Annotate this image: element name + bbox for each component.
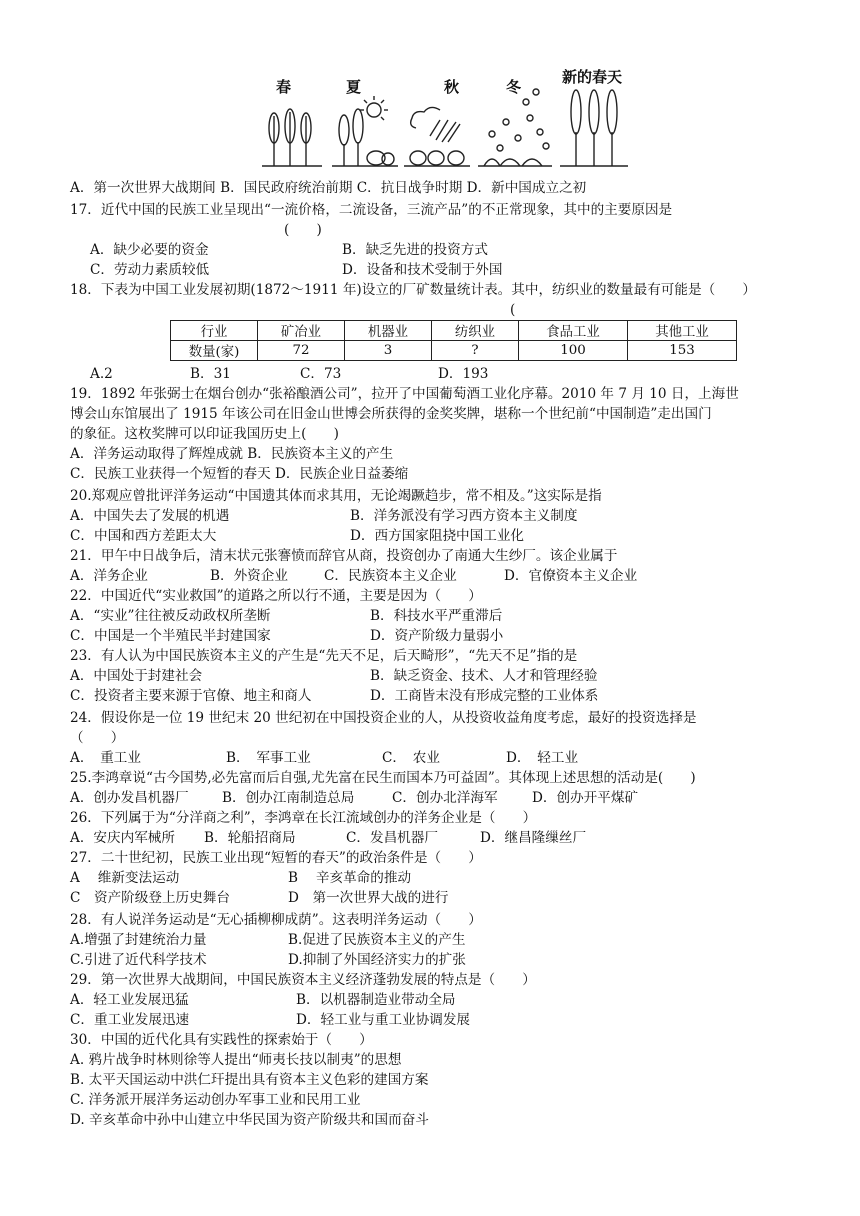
q24-option-d: D． 轻工业 bbox=[506, 750, 579, 766]
q21-option-a: A．洋务企业 bbox=[70, 568, 148, 584]
q30-option-d: D. 辛亥革命中孙中山建立中华民国为资产阶级共和国而奋斗 bbox=[70, 1112, 429, 1128]
q24-option-a: A． 重工业 bbox=[70, 750, 141, 766]
summer-plants-sun-icon bbox=[332, 96, 398, 166]
seasons-illustration bbox=[260, 62, 630, 172]
q21-option-d: D．官僚资本主义企业 bbox=[504, 568, 638, 584]
q17-option-b: B．缺乏先进的投资方式 bbox=[342, 242, 488, 258]
autumn-rain-icon bbox=[404, 107, 470, 166]
q27-option-a: A 维新变法运动 bbox=[70, 870, 180, 886]
q29-option-d: D．轻工业与重工业协调发展 bbox=[296, 1012, 471, 1028]
q18-stem: 18．下表为中国工业发展初期(1872～1911 年)设立的厂矿数量统计表。其中，纺织业的数量最有可能是（ ） bbox=[70, 282, 756, 298]
q24-option-b: B． 军事工业 bbox=[226, 750, 311, 766]
q18-option-c: C．73 bbox=[300, 366, 342, 382]
q26-option-b: B．轮船招商局 bbox=[204, 830, 296, 846]
table-header: 矿冶业 bbox=[258, 321, 345, 341]
q24-stem: 24．假设你是一位 19 世纪末 20 世纪初在中国投资企业的人，从投资收益角度考虑，最好的投资选择是 bbox=[70, 710, 697, 726]
table-header: 纺织业 bbox=[432, 321, 519, 341]
label-autumn: 秋 bbox=[444, 78, 460, 96]
q25-option-a: A．创办发昌机器厂 bbox=[70, 790, 189, 806]
table-header: 行业 bbox=[171, 321, 258, 341]
q19-line-3: 的象征。这枚奖牌可以印证我国历史上( ) bbox=[70, 426, 339, 442]
q30-option-b: B. 太平天国运动中洪仁玕提出具有资本主义色彩的建国方案 bbox=[70, 1072, 429, 1088]
winter-snow-icon bbox=[478, 89, 552, 166]
q25-option-b: B．创办江南制造总局 bbox=[222, 790, 355, 806]
q18-option-d: D．193 bbox=[438, 366, 489, 382]
new-spring-plants-icon bbox=[560, 90, 628, 166]
label-winter: 冬 bbox=[506, 78, 522, 96]
q30-option-c: C. 洋务派开展洋务运动创办军事工业和民用工业 bbox=[70, 1092, 361, 1108]
q24-option-c: C． 农业 bbox=[382, 750, 440, 766]
q26-option-d: D．继昌隆缫丝厂 bbox=[480, 830, 587, 846]
q23-option-a: A．中国处于封建社会 bbox=[70, 668, 203, 684]
table-header: 机器业 bbox=[345, 321, 432, 341]
q26-option-a: A．安庆内军械所 bbox=[70, 830, 175, 846]
q30-stem: 30．中国的近代化具有实践性的探索始于（ ） bbox=[70, 1032, 373, 1048]
q23-stem: 23．有人认为中国民族资本主义的产生是“先天不足，后天畸形”，“先天不足”指的是 bbox=[70, 648, 578, 664]
q20-option-d: D．西方国家阻挠中国工业化 bbox=[350, 528, 525, 544]
q25-option-c: C．创办北洋海军 bbox=[392, 790, 498, 806]
q21-stem: 21．甲午中日战争后，清末状元张謇愤而辞官从商，投资创办了南通大生纱厂。该企业属于 bbox=[70, 548, 618, 564]
table-cell: 3 bbox=[345, 341, 432, 361]
table-header: 其他工业 bbox=[628, 321, 737, 341]
q20-stem: 20.郑观应曾批评洋务运动“中国遗其体而求其用，无论竭蹶趋步，常不相及。”这实际是指 bbox=[70, 488, 602, 504]
table-cell: ? bbox=[432, 341, 519, 361]
q17-option-d: D．设备和技术受制于外国 bbox=[342, 262, 503, 278]
q16-options: A．第一次世界大战期间 B．国民政府统治前期 C．抗日战争时期 D．新中国成立之初 bbox=[70, 180, 587, 196]
table-cell: 数量(家) bbox=[171, 341, 258, 361]
table-cell: 153 bbox=[628, 341, 737, 361]
q28-option-b: B.促进了民族资本主义的产生 bbox=[288, 932, 466, 948]
q30-option-a: A. 鸦片战争时林则徐等人提出“师夷长技以制夷”的思想 bbox=[70, 1052, 402, 1068]
q27-option-b: B 辛亥革命的推动 bbox=[288, 870, 412, 886]
q20-option-c: C．中国和西方差距太大 bbox=[70, 528, 217, 544]
label-summer: 夏 bbox=[346, 78, 362, 96]
q29-option-b: B．以机器制造业带动全局 bbox=[296, 992, 456, 1008]
table-header-row bbox=[171, 321, 737, 341]
q18-paren: ( bbox=[510, 302, 516, 318]
q17-paren: ( ) bbox=[284, 222, 322, 238]
q27-option-d: D 第一次世界大战的进行 bbox=[288, 890, 449, 906]
q19-options-cd: C．民族工业获得一个短暂的春天 D．民族企业日益萎缩 bbox=[70, 466, 409, 482]
q21-option-b: B．外资企业 bbox=[210, 568, 288, 584]
q19-line-1: 19．1892 年张弼士在烟台创办“张裕酿酒公司”，拉开了中国葡萄酒工业化序幕。2010 年 7 月 10 日，上海世 bbox=[70, 386, 739, 402]
q27-option-c: C 资产阶级登上历史舞台 bbox=[70, 890, 230, 906]
q17-option-a: A．缺少必要的资金 bbox=[90, 242, 209, 258]
seasons-drawing bbox=[260, 62, 630, 172]
q18-option-b: B．31 bbox=[190, 366, 231, 382]
factory-stats-table bbox=[170, 320, 737, 361]
q22-option-a: A．“实业”往往被反动政权所垄断 bbox=[70, 608, 271, 624]
q28-option-a: A.增强了封建统治力量 bbox=[70, 932, 207, 948]
q27-stem: 27．二十世纪初，民族工业出现“短暂的春天”的政治条件是（ ） bbox=[70, 850, 482, 866]
q26-option-c: C．发昌机器厂 bbox=[346, 830, 438, 846]
q22-option-c: C．中国是一个半殖民半封建国家 bbox=[70, 628, 271, 644]
q20-option-a: A．中国失去了发展的机遇 bbox=[70, 508, 230, 524]
table-row bbox=[171, 341, 737, 361]
q29-option-a: A．轻工业发展迅猛 bbox=[70, 992, 189, 1008]
q17-stem: 17．近代中国的民族工业呈现出“一流价格，二流设备，三流产品”的不正常现象，其中的主要原因是 bbox=[70, 202, 673, 218]
q19-line-2: 博会山东馆展出了 1915 年该公司在旧金山世博会所获得的金奖奖牌，堪称一个世纪前“中国制造”走出国门 bbox=[70, 406, 712, 422]
table-cell: 100 bbox=[519, 341, 628, 361]
table-header: 食品工业 bbox=[519, 321, 628, 341]
q23-option-b: B．缺乏资金、技术、人才和管理经验 bbox=[370, 668, 598, 684]
q17-option-c: C．劳动力素质较低 bbox=[90, 262, 210, 278]
q18-option-a: A.2 bbox=[90, 366, 113, 382]
spring-plants-icon bbox=[262, 109, 322, 166]
q19-options-ab: A．洋务运动取得了辉煌成就 B．民族资本主义的产生 bbox=[70, 446, 394, 462]
q20-option-b: B．洋务派没有学习西方资本主义制度 bbox=[350, 508, 578, 524]
q22-option-d: D．资产阶级力量弱小 bbox=[370, 628, 504, 644]
label-new-spring: 新的春天 bbox=[562, 68, 623, 86]
q25-stem: 25.李鸿章说“古今国势,必先富而后自强,尤先富在民生而国本乃可益固”。其体现上述思想的活动是( ) bbox=[70, 770, 696, 786]
table-cell: 72 bbox=[258, 341, 345, 361]
q22-stem: 22．中国近代“实业救国”的道路之所以行不通，主要是因为（ ） bbox=[70, 588, 482, 604]
q28-option-d: D.抑制了外国经济实力的扩张 bbox=[288, 952, 466, 968]
q29-option-c: C．重工业发展迅速 bbox=[70, 1012, 190, 1028]
q23-option-c: C．投资者主要来源于官僚、地主和商人 bbox=[70, 688, 312, 704]
q28-stem: 28．有人说洋务运动是“无心插柳柳成荫”。这表明洋务运动（ ） bbox=[70, 912, 482, 928]
q24-paren: （ ） bbox=[70, 730, 125, 746]
q28-option-c: C.引进了近代科学技术 bbox=[70, 952, 207, 968]
q29-stem: 29．第一次世界大战期间，中国民族资本主义经济蓬勃发展的特点是（ ） bbox=[70, 972, 536, 988]
q22-option-b: B．科技水平严重滞后 bbox=[370, 608, 503, 624]
q23-option-d: D．工商皆末没有形成完整的工业体系 bbox=[370, 688, 599, 704]
q25-option-d: D．创办开平煤矿 bbox=[532, 790, 639, 806]
q26-stem: 26．下列属于为“分洋商之利”，李鸿章在长江流域创办的洋务企业是（ ） bbox=[70, 810, 537, 826]
label-spring: 春 bbox=[276, 78, 292, 96]
q21-option-c: C．民族资本主义企业 bbox=[324, 568, 457, 584]
